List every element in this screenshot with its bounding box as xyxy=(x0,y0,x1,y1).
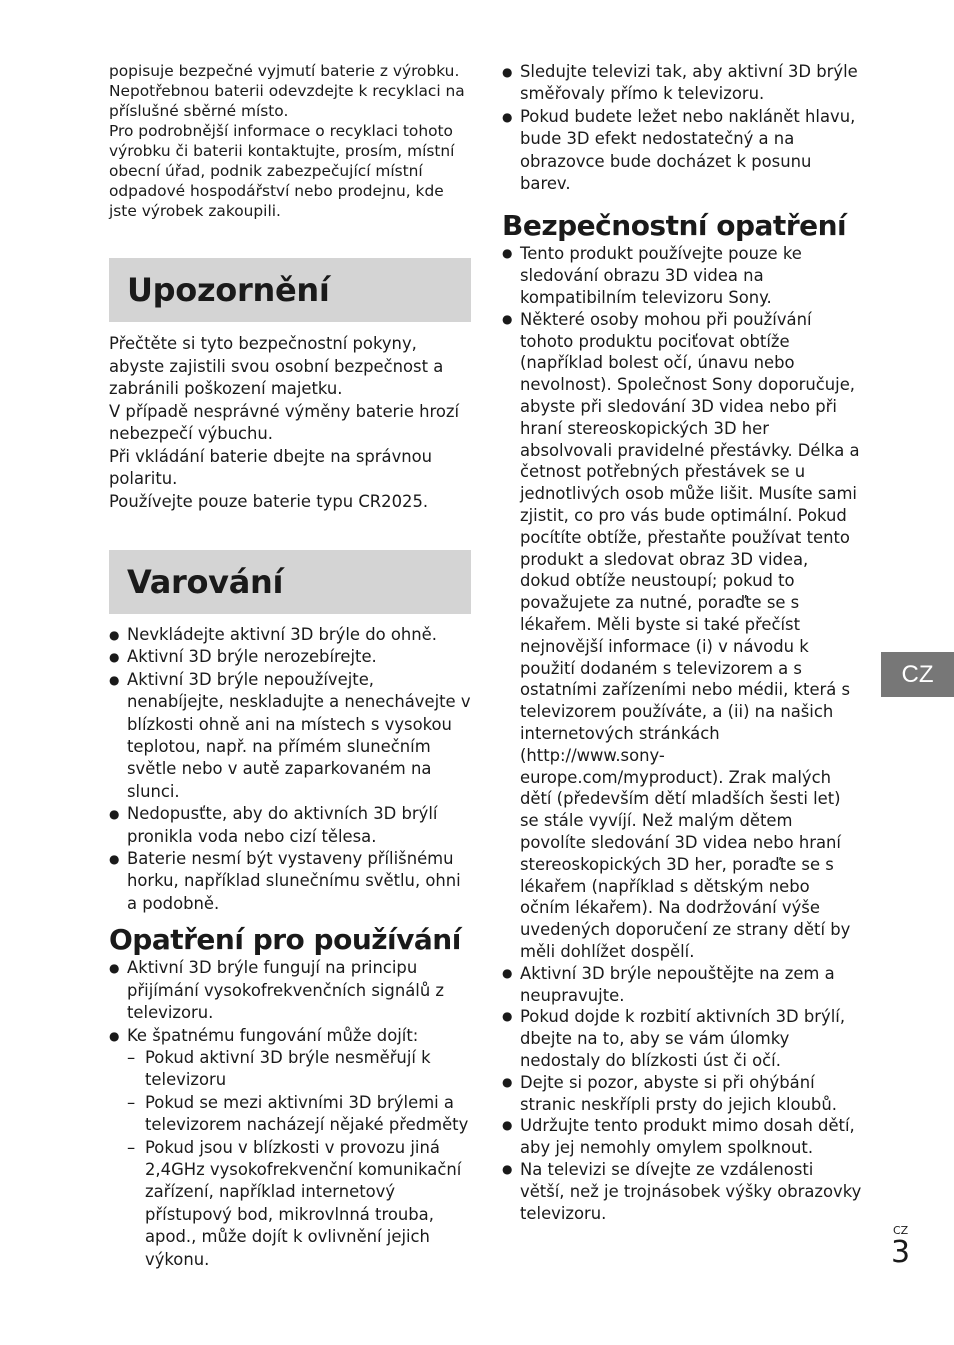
page-language: CZ xyxy=(893,1224,909,1237)
bezpecnostni-list xyxy=(502,243,862,1224)
list-item: ● Aktivní 3D brýle nepouštějte na zem a neupravujte. xyxy=(502,963,862,1007)
bezpecnostni-title: Bezpečnostní opatření xyxy=(502,209,847,243)
list-item: ● Nedopusťte, aby do aktivních 3D brýlí pronikla voda nebo cizí tělesa. xyxy=(109,803,471,848)
list-item: ● Pokud dojde k rozbití aktivních 3D brýlí, dbejte na to, aby se vám úlomky nedostaly do blízkosti úst či očí. xyxy=(502,1006,862,1071)
upozorneni-heading xyxy=(109,258,471,322)
list-item: ● Aktivní 3D brýle fungují na principu přijímání vysokofrekvenčních signálů z televizoru. xyxy=(109,957,471,1024)
list-item: ● Aktivní 3D brýle nerozebírejte. xyxy=(109,646,471,668)
dash-item: – Pokud aktivní 3D brýle nesměřují k televizoru xyxy=(109,1047,471,1092)
upozorneni-paragraph: Přečtěte si tyto bezpečnostní pokyny, abyste zajistili svou osobní bezpečnost a zabránili poškození majetku. xyxy=(109,334,444,398)
varovani-title: Varování xyxy=(127,563,284,601)
varovani-heading xyxy=(109,550,471,614)
list-item: ● Udržujte tento produkt mimo dosah dětí, aby jej nemohly omylem spolknout. xyxy=(502,1115,862,1159)
list-item: ● Na televizi se dívejte ze vzdálenosti větší, než je trojnásobek výšky obrazovky televizoru. xyxy=(502,1159,862,1224)
language-tab-label: CZ xyxy=(901,660,934,688)
opatreni-list-continued xyxy=(502,61,862,195)
list-item: ● Dejte si pozor, abyste si při ohýbání stranic neskřípli prsty do jejich kloubů. xyxy=(502,1072,862,1116)
language-tab xyxy=(881,652,954,697)
upozorneni-paragraph: Používejte pouze baterie typu CR2025. xyxy=(109,491,429,511)
list-item: ● Pokud budete ležet nebo naklánět hlavu, bude 3D efekt nedostatečný a na obrazovce bude docházet k posunu barev. xyxy=(502,106,862,196)
list-item: ● Nevkládejte aktivní 3D brýle do ohně. xyxy=(109,624,471,646)
list-item: ● Sledujte televizi tak, aby aktivní 3D brýle směřovaly přímo k televizoru. xyxy=(502,61,862,106)
upozorneni-paragraph: V případě nesprávné výměny baterie hrozí nebezpečí výbuchu. xyxy=(109,401,460,443)
varovani-list xyxy=(109,624,471,915)
intro-text xyxy=(109,61,471,221)
dash-item: – Pokud jsou v blízkosti v provozu jiná 2,4GHz vysokofrekvenční komunikační zařízení, například internetový přístupový bod, mikrovlnná trouba, apod., může dojít k ovlivnění jejich výkonu. xyxy=(109,1137,471,1271)
page-number: 3 xyxy=(891,1235,911,1270)
upozorneni-body xyxy=(109,333,471,513)
upozorneni-paragraph: Při vkládání baterie dbejte na správnou polaritu. xyxy=(109,446,433,488)
list-item: ● Některé osoby mohou při používání tohoto produktu pociťovat obtíže (například bolest očí, únavu nebo nevolnost). Společnost Sony doporučuje, abyste při sledování 3D videa nebo při hraní stereoskopických 3D her absolvovali pravidelné přestávky. Délka a četnost potřebných přestávek se u jednotlivých osob může lišit. Musíte sami zjistit, co pro vás bude optimální. Pokud pocítíte obtíže, přestaňte používat tento produkt a sledovat obraz 3D videa, dokud obtíže neustoupí; pokud to považujete za nutné, poraďte se s lékařem. Měli byste si také přečíst nejnovější informace (i) v návodu k použití dodaném s televizorem a s ostatními zařízeními nebo médii, která s televizorem používáte, a (ii) na našich internetových stránkách (http://www.sony-europe.com/myproduct). Zrak malých dětí (především dětí mladších šesti let) se stále vyvíjí. Než malým dětem povolíte sledování 3D videa nebo hraní stereoskopických 3D her, poraďte se s lékařem (například s dětským nebo očním lékařem). Na dodržování výše uvedených doporučení ze strany dětí by měli dohlížet dospělí. xyxy=(502,309,862,963)
dash-item: – Pokud se mezi aktivními 3D brýlemi a televizorem nacházejí nějaké předměty xyxy=(109,1092,471,1137)
upozorneni-title: Upozornění xyxy=(127,271,330,309)
list-item: ● Baterie nesmí být vystaveny přílišnému horku, například slunečnímu světlu, ohni a podobně. xyxy=(109,848,471,915)
left-column xyxy=(109,61,471,1271)
right-column xyxy=(502,61,862,1224)
intro-paragraph: popisuje bezpečné vyjmutí baterie z výrobku. Nepotřebnou baterii odevzdejte k recyklaci na příslušné sběrné místo. xyxy=(109,62,465,120)
list-item: ● Tento produkt používejte pouze ke sledování obrazu 3D videa na kompatibilním televizoru Sony. xyxy=(502,243,862,308)
opatreni-title: Opatření pro používání xyxy=(109,923,461,957)
list-item: ● Aktivní 3D brýle nepoužívejte, nenabíjejte, neskladujte a nenechávejte v blízkosti ohně ani na místech s vysokou teplotou, např. na přímém slunečním světle nebo v autě zaparkovaném na slunci. xyxy=(109,669,471,803)
opatreni-list xyxy=(109,957,471,1271)
list-item: ● Ke špatnému fungování může dojít: xyxy=(109,1025,471,1047)
intro-paragraph: Pro podrobnější informace o recyklaci tohoto výrobku či baterii kontaktujte, prosím, místní obecní úřad, podnik zabezpečující místní odpadové hospodářství nebo prodejnu, kde jste výrobek zakoupili. xyxy=(109,122,455,220)
